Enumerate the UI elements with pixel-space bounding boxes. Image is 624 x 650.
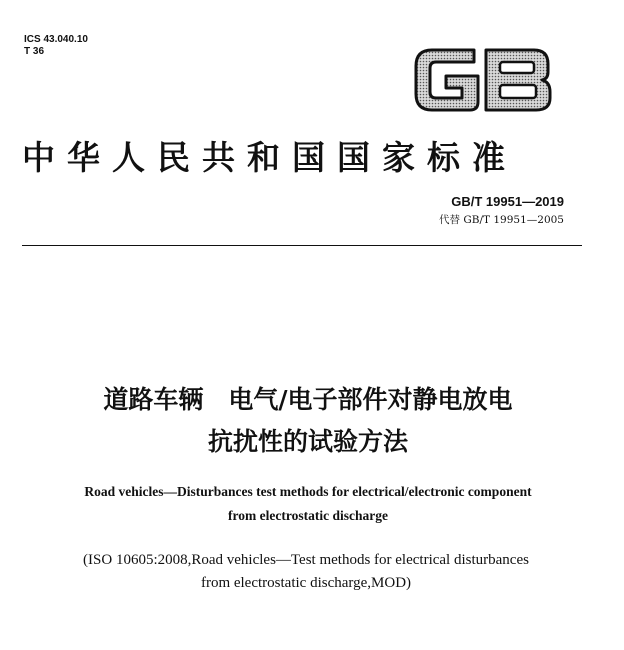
header-divider	[22, 245, 582, 246]
classification-block	[24, 34, 88, 58]
english-title-line1: Road vehicles—Disturbances test methods for electrical/electronic component	[84, 484, 532, 499]
standard-number: GB/T 19951—2019	[451, 194, 564, 209]
english-title-line2: from electrostatic discharge	[228, 508, 388, 523]
iso-reference-line2: from electrostatic discharge,MOD)	[200, 575, 412, 591]
category-code: T 36	[24, 46, 45, 57]
replaced-standard: 代替 GB/T 19951—2005	[439, 214, 564, 226]
iso-reference-line1: (ISO 10605:2008,Road vehicles—Test methods for electrical disturbances	[83, 552, 529, 568]
ics-code: ICS 43.040.10	[24, 34, 88, 45]
gb-logo	[410, 42, 556, 118]
standard-type-title: 中华人民共和国国家标准	[22, 138, 517, 177]
chinese-title-line1: 道路车辆 电气/电子部件对静电放电	[103, 385, 513, 414]
chinese-title-line2: 抗扰性的试验方法	[207, 427, 408, 456]
